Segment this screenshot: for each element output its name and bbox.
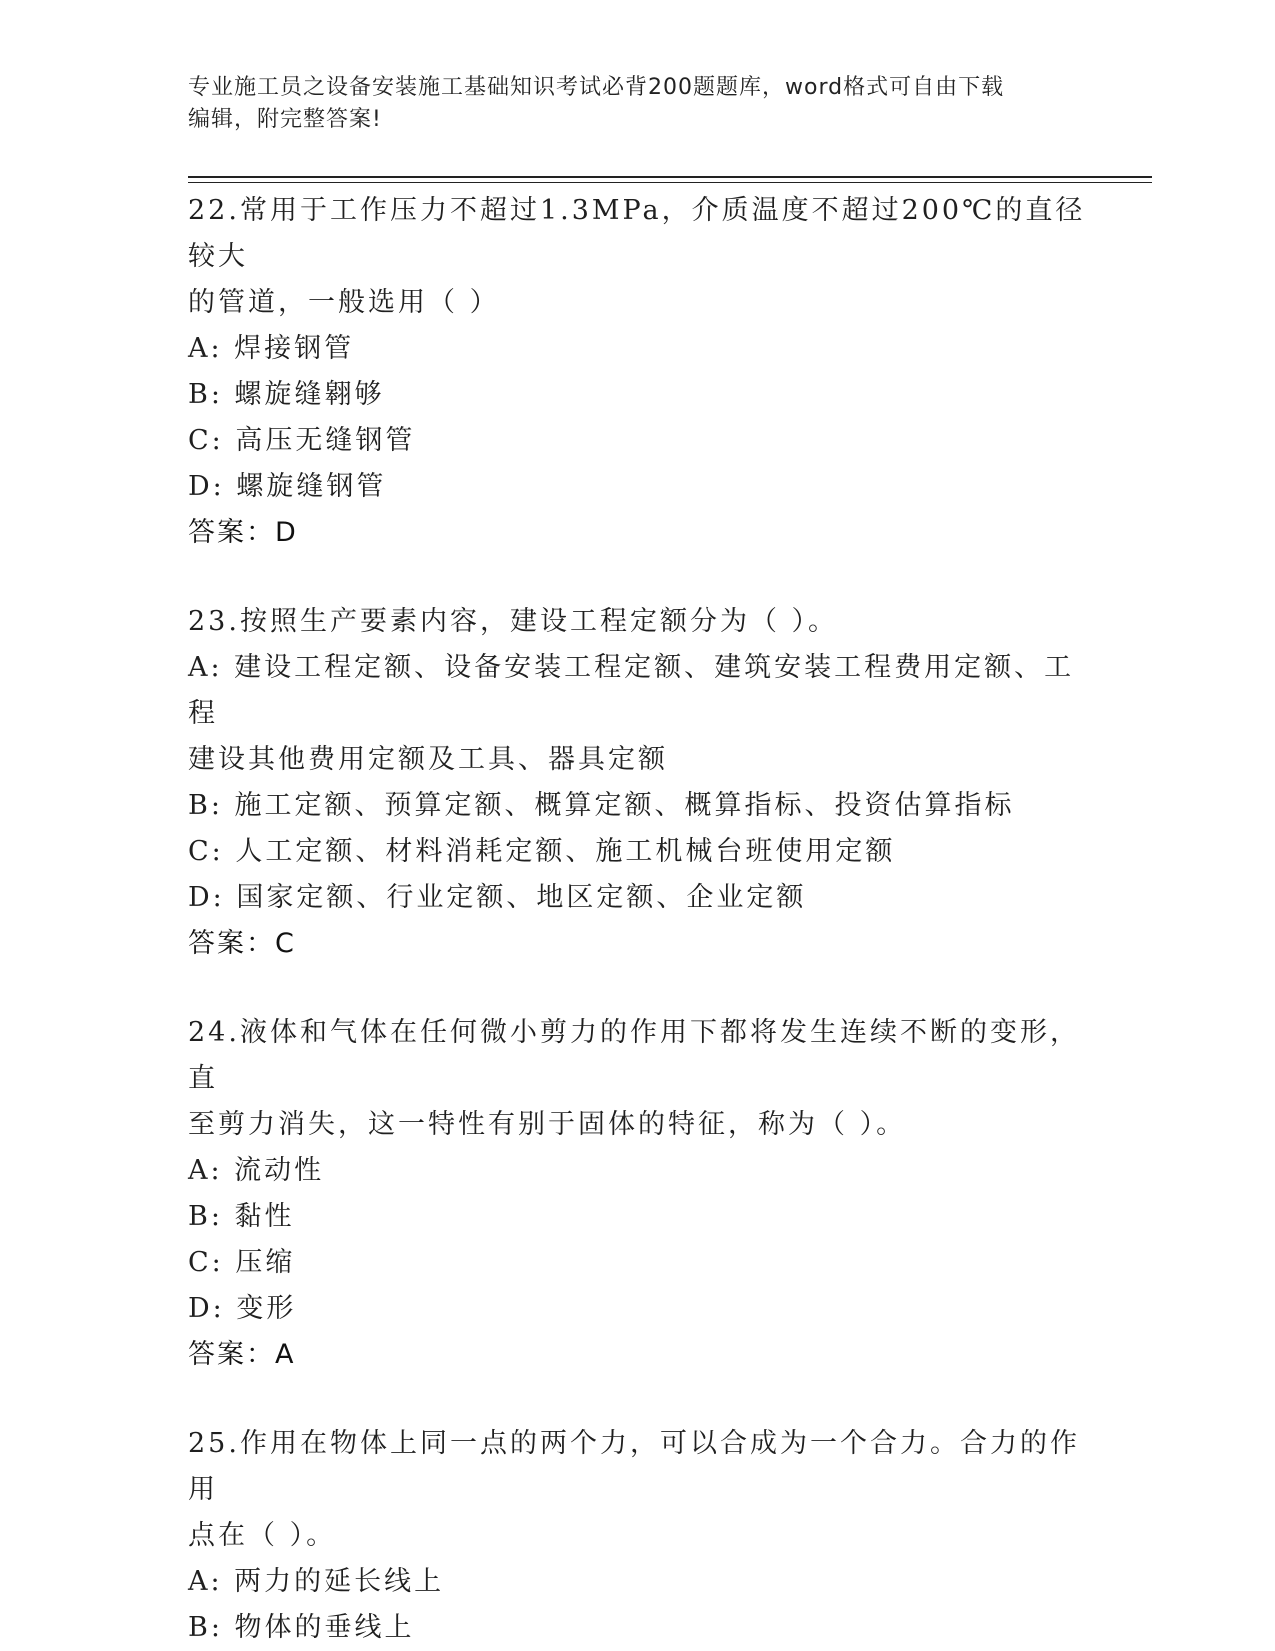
spacer xyxy=(188,1378,1088,1421)
question-text: 25.作用在物体上同一点的两个力，可以合成为一个合力。合力的作用 xyxy=(188,1428,1080,1505)
option-c: C: 压缩 xyxy=(188,1247,296,1278)
option-a: A: 建设工程定额、设备安装工程定额、建筑安装工程费用定额、工程 xyxy=(188,652,1075,729)
option-c: C: 高压无缝钢管 xyxy=(188,425,416,456)
option-d: D: 变形 xyxy=(188,1293,297,1324)
question-text: 24.液体和气体在任何微小剪力的作用下都将发生连续不断的变形，直 xyxy=(188,1017,1080,1094)
spacer xyxy=(188,967,1088,1010)
header-line-1: 专业施工员之设备安装施工基础知识考试必背200题题库，word格式可自由下载 xyxy=(188,75,1005,100)
option-a: A: 两力的延长线上 xyxy=(188,1566,445,1597)
header-divider-thin xyxy=(188,182,1152,183)
question-24 xyxy=(188,1010,1088,1378)
option-d: D: 螺旋缝钢管 xyxy=(188,471,387,502)
question-text: 23.按照生产要素内容，建设工程定额分为（ ）。 xyxy=(188,606,839,637)
header-line-2: 编辑，附完整答案! xyxy=(188,107,382,132)
option-b: B: 螺旋缝翱够 xyxy=(188,379,385,410)
question-22 xyxy=(188,188,1088,556)
spacer xyxy=(188,556,1088,599)
header-divider-thick xyxy=(188,176,1152,178)
document-header xyxy=(188,72,1068,136)
option-b: B: 施工定额、预算定额、概算定额、概算指标、投资估算指标 xyxy=(188,790,1015,821)
answer-label: 答案：D xyxy=(188,517,298,548)
question-25 xyxy=(188,1421,1088,1651)
option-a-cont: 建设其他费用定额及工具、器具定额 xyxy=(188,744,668,775)
question-text-cont: 的管道，一般选用（ ） xyxy=(188,287,500,318)
option-a: A: 焊接钢管 xyxy=(188,333,355,364)
question-text-cont: 点在（ ）。 xyxy=(188,1520,337,1551)
option-b: B: 物体的垂线上 xyxy=(188,1612,415,1643)
option-d: D: 国家定额、行业定额、地区定额、企业定额 xyxy=(188,882,807,913)
question-23 xyxy=(188,599,1088,967)
answer-label: 答案：A xyxy=(188,1339,296,1370)
question-text: 22.常用于工作压力不超过1.3MPa，介质温度不超过200℃的直径较大 xyxy=(188,195,1086,272)
question-text-cont: 至剪力消失，这一特性有别于固体的特征，称为（ ）。 xyxy=(188,1109,907,1140)
option-a: A: 流动性 xyxy=(188,1155,325,1186)
option-c: C: 人工定额、材料消耗定额、施工机械台班使用定额 xyxy=(188,836,896,867)
question-list xyxy=(188,188,1088,1651)
answer-label: 答案：C xyxy=(188,928,296,959)
option-b: B: 黏性 xyxy=(188,1201,295,1232)
